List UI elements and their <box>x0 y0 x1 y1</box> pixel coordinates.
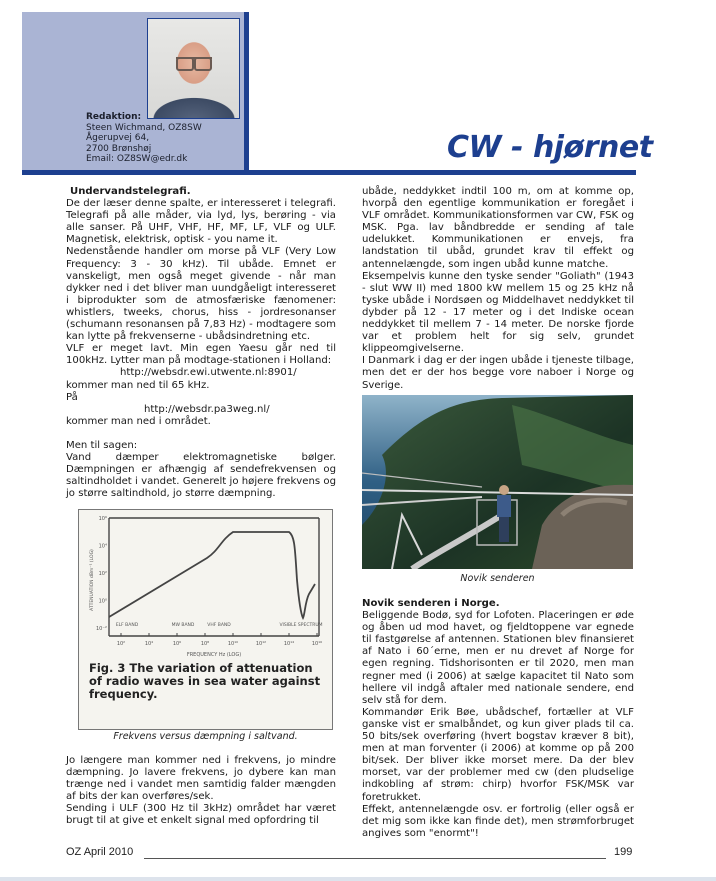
editor-contact <box>86 112 202 165</box>
worker-head <box>499 485 509 495</box>
editor-email: Email: OZ8SW@edr.dk <box>86 154 188 164</box>
x-tick-label: 10⁴ <box>144 641 154 647</box>
photo-caption: Novik senderen <box>460 573 535 584</box>
x-tick-label: 10¹⁴ <box>283 641 295 647</box>
paragraph: kommer man ned til 65 kHz. <box>66 379 210 391</box>
paragraph: Kommandør Erik Bøe, ubådschef, fortæller at VLF ganske vist er smalbåndet, og kun giver plads til ca. 50 bits/sek overføring (hvert bogstav kræver 8 bit), men at man forventer (i 2006) at komme op på 200 bit/sek. Der bliver ikke morset mere. Da der blev morset, var der problemer med cw (den pludselige indkobling af strøm: chirp) hvorfor FSK/MSK var foretrukket. <box>362 706 634 803</box>
paragraph: VLF er meget lavt. Min egen Yaesu går ned til 100kHz. Lytter man på modtage-stationen i Holland: <box>66 343 336 367</box>
paragraph: På <box>66 391 78 403</box>
paragraph: kommer man ned i området. <box>66 415 211 427</box>
editor-city: 2700 Brønshøj <box>86 143 152 154</box>
bottom-strip <box>0 877 716 881</box>
paragraph: De der læser denne spalte, er interesseret i telegrafi. Telegrafi på alle måder, via lyd, lys, berøring - via alle sanser. På UHF, VHF, HF, MF, LF, VLF og ULF. Magnetisk, elektrisk, optisk - you name it. <box>66 198 336 246</box>
band-label-vhf: VHF BAND <box>207 623 231 628</box>
link-utwente[interactable]: http://websdr.ewi.utwente.nl:8901/ <box>120 367 297 379</box>
paragraph: ubåde, neddykket indtil 100 m, om at komme op, hvorpå den egentlige kommunikation er foregået i VLF området. Kommunikationsformen var CW, FSK og MSK. Pga. lav båndbredde er sending af tale udelukket. Kommunikationen er envejs, fra landstation til ubåd, grundet krav til effekt og antennelængde, som ingen ubåd kunne matche. <box>362 186 634 270</box>
paragraph: Men til sagen: <box>66 439 138 451</box>
figure-caption: Frekvens versus dæmpning i saltvand. <box>113 731 298 742</box>
paragraph: Jo længere man kommer ned i frekvens, jo mindre dæmpning. Jo lavere frekvens, jo dybere kan man trænge ned i vandet men samtidig falder mængden af bits der kan overføres/sek. <box>66 755 336 803</box>
attenuation-graph <box>79 510 332 660</box>
editor-street: Ågerupvej 64, <box>86 133 150 143</box>
band-label-visible: VISIBLE SPECTRUM <box>279 623 323 628</box>
right-column-continued <box>362 598 634 840</box>
paragraph: Nedenstående handler om morse på VLF (Very Low Frequency: 3 - 30 kHz). Til ubåde. Emnet er vanskeligt, men også meget givende - når man dykker ned i det bliver man uundgåeligt interesseret i biprodukter som de atmosfæriske fænomener: whistlers, tweeks, chorus, hiss - jordresonanser (schumann resonansen på 7,83 Hz) - modtagere som kan lytte på frekvenserne - ubådsindretning etc. <box>66 246 336 343</box>
x-tick-label: 10⁸ <box>200 641 210 647</box>
article-heading: Undervandstelegrafi. <box>70 186 191 197</box>
glasses-shape <box>176 57 212 69</box>
left-column <box>66 186 336 500</box>
editor-name: Steen Wichmand, OZ8SW <box>86 122 202 133</box>
paragraph: Sending i ULF (300 Hz til 3kHz) området har været brugt til at give et enkelt signal med opfordring til <box>66 803 336 827</box>
x-tick-label: 10² <box>116 641 126 647</box>
attenuation-figure <box>78 509 333 730</box>
section-title: CW - hjørnet <box>447 130 653 165</box>
paragraph: Effekt, antennelængde osv. er fortrolig (eller også er det mig som ikke kan finde det), men strømforbruget angives som "enormt"! <box>362 803 634 839</box>
footer-rule <box>144 858 606 859</box>
header-divider-vertical <box>244 12 249 174</box>
editor-portrait <box>147 18 240 119</box>
header-divider-horizontal <box>22 170 636 175</box>
novik-photo-illustration <box>362 395 633 569</box>
page-number: 199 <box>614 846 633 858</box>
y-tick-label: 10⁻² <box>95 626 107 632</box>
x-tick-label: 10¹² <box>255 641 267 647</box>
band-label-mw: MW BAND <box>171 623 195 628</box>
y-tick-label: 10² <box>98 571 107 577</box>
section-heading: Novik senderen i Norge. <box>362 598 500 609</box>
graph-bg <box>79 510 332 660</box>
x-axis-label: FREQUENCY Hz (LOG) <box>186 652 242 658</box>
x-tick-label: 10⁶ <box>172 641 182 647</box>
right-column <box>362 186 634 392</box>
paragraph: I Danmark i dag er der ingen ubåde i tjeneste tilbage, men det er der hos begge vore naboer i Norge og Sverige. <box>362 355 634 391</box>
worker-body <box>497 495 511 517</box>
y-tick-label: 10⁶ <box>98 516 107 522</box>
novik-transmitter-photo <box>362 395 633 569</box>
issue-label: OZ April 2010 <box>66 846 134 858</box>
redaktion-label: Redaktion: <box>86 112 142 122</box>
worker-legs <box>499 517 509 542</box>
left-column-continued <box>66 755 336 828</box>
paragraph: Vand dæmper elektromagnetiske bølger. Dæmpningen er afhængig af sendefrekvensen og saltindholdet i vandet. Generelt jo højere frekvens og jo større saltindhold, jo større dæmpning. <box>66 451 336 500</box>
band-label-elf: ELF BAND <box>115 623 139 628</box>
paragraph: Beliggende Bodø, syd for Lofoten. Placeringen er øde og åben ud mod havet, og fjeldtoppene var egnede til fastgørelse af antennen. Stationen blev finansieret af Nato i 60´erne, men er nu drevet af Norge for egen regning. Tidshorisonten er til 2020, men man regner med (i 2006) at sælge kapacitet til Nato som hellere vil indgå aftaler med nationale sendere, end selv stå for dem. <box>362 610 634 706</box>
figure-printed-caption: Fig. 3 The variation of attenuation of radio waves in sea water against frequency. <box>89 661 321 701</box>
y-axis-label: ATTENUATION dBm⁻¹ (LOG) <box>90 549 95 611</box>
y-tick-label: 10⁰ <box>98 598 107 605</box>
x-tick-label: 10¹⁰ <box>227 641 239 647</box>
y-tick-label: 10⁴ <box>98 543 107 550</box>
x-tick-label: 10¹⁶ <box>311 641 323 647</box>
paragraph: Eksempelvis kunne den tyske sender "Goliath" (1943 - slut WW II) med 1800 kW mellem 15 og 25 kHz nå tyske ubåde i Nordsøen og Middelhavet neddykket til dybder på 12 - 17 meter og i det Indiske ocean neddykket til mellem 7 - 14 meter. De norske fjorde var et problem helt for sig selv, grundet klippeomgivelserne. <box>362 270 634 355</box>
link-pa3weg[interactable]: http://websdr.pa3weg.nl/ <box>144 403 270 415</box>
